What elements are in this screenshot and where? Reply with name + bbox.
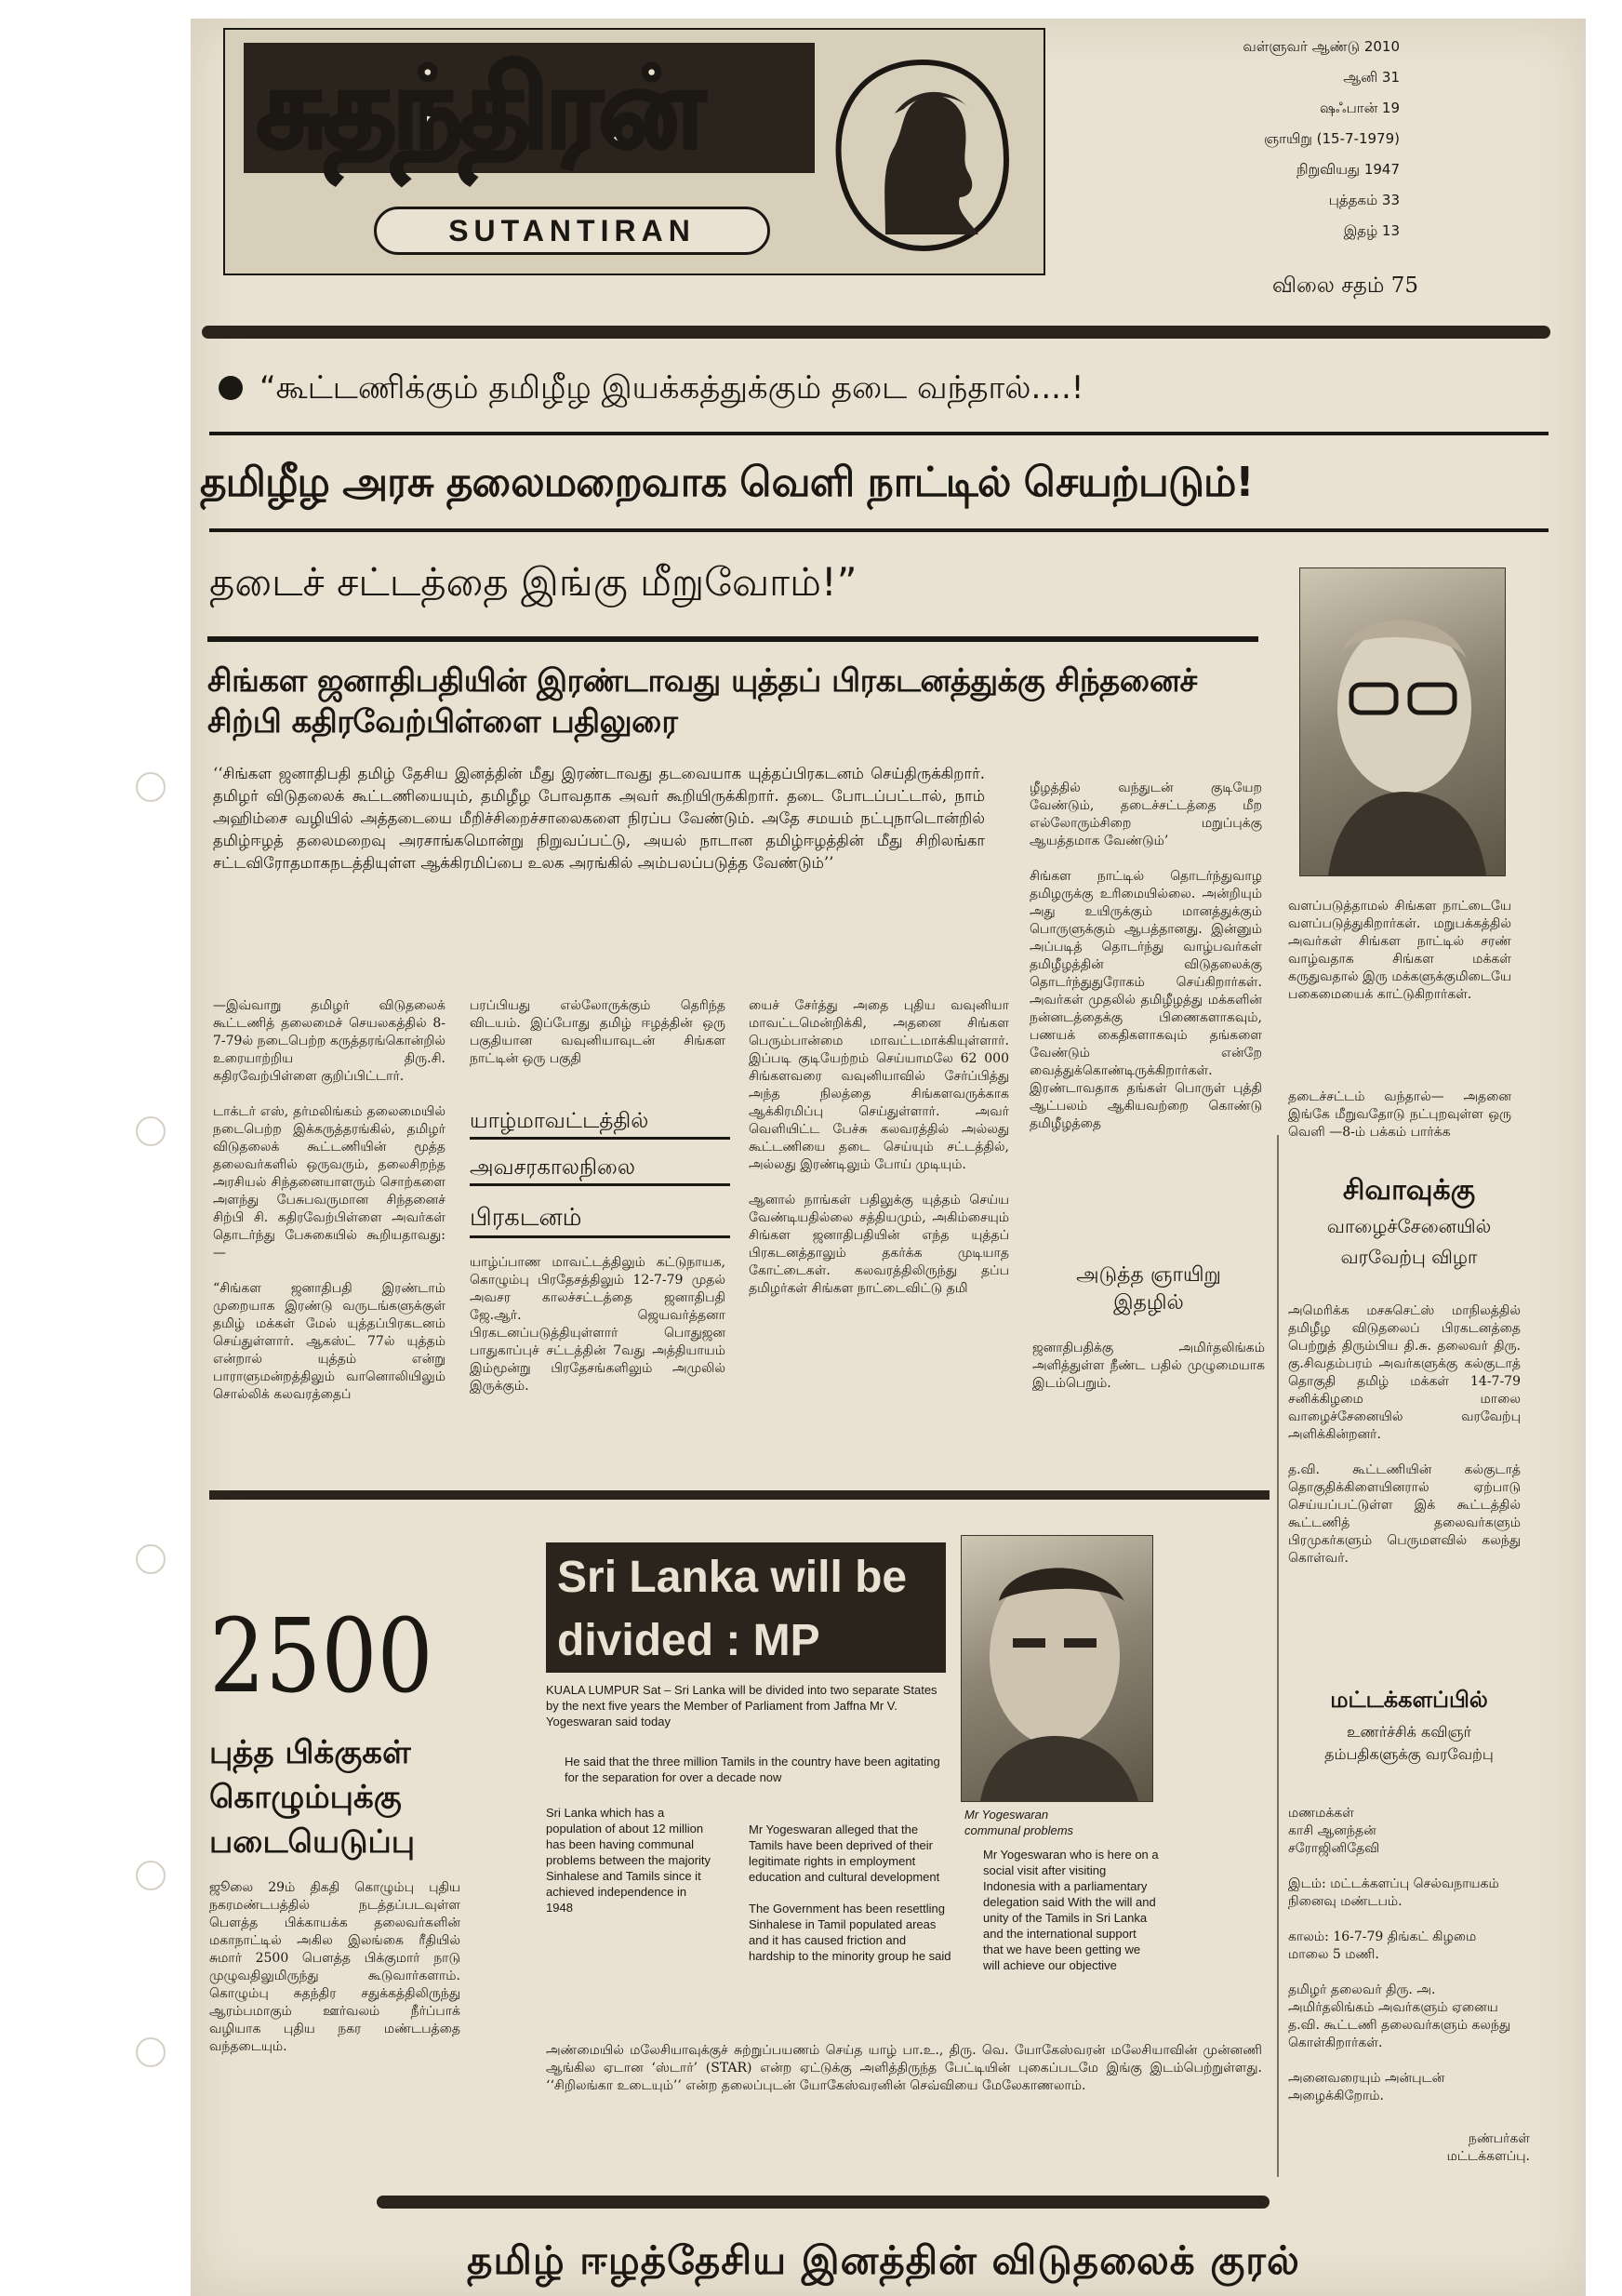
right-head-2: வாழைச்சேனையில்: [1326, 1215, 1492, 1237]
lead-col-2b: யாழ்ப்பாண மாவட்டத்திலும் கட்டுநாயக, கொழும்பு பிரதேசத்திலும் 12-7-79 முதல் அவசர காலச்சட்டத்தை ஜனாதிபதி ஜே.ஆர். ஜெயவர்த்தனா பிரகடனப்படுத்தியுள்ளார் பொதுஜன பாதுகாப்புச் சட்டத்தின் 7வது அத்தியாயம் இம்மூன்று பிரதேசங்களிலும் அமுலில் இருக்கும்.: [470, 1255, 725, 1394]
bhikku-body: ஜூலை 29ம் திகதி கொழும்பு புதிய நகரமண்டபத்தில் நடத்தப்படவுள்ள பௌத்த பிக்காயக்க தலைவர்களின் மகாநாட்டில் அகில இலங்கை ரீதியில் சுமார் 2500 பௌத்த பிக்குமார் நாடு முழுவதிலுமிருந்து கூடுவார்களாம். கொழும்பு சுதந்திர சதுக்கத்திலிருந்து ஆரம்பமாகும் ஊர்வலம் நீர்ப்பாக் வழியாக புதிய நகர மண்டபத்தை வந்தடையும்.: [209, 1880, 460, 2054]
masthead: [223, 28, 1045, 275]
lead-col-4: ழீழத்தில் வந்துடன் குடியேற வேண்டும், தடைச்சட்டத்தை மீற எல்லோரும்சிறை மறுப்புக்கு ஆயத்தமாக வேண்டும்’ சிங்கள நாட்டில் தொடர்ந்துவாழ தமிழருக்கு உரிமையில்லை. அன்றியும் அது உயிருக்கும் மானத்துக்கும் பொருளுக்கும் ஆபத்தானது. இன்னும் அப்படித் தொடர்ந்து வாழ்பவர்கள் தமிழீழத்தின் விடுதலைக்கு தொடர்ந்துதுரோகம் செய்கிறார்கள். அவர்கள் முதலில் தமிழீழத்து மக்களின் நன்னடத்தைக்கு பிணைகளாகவும், பணயக் கைதிகளாகவும் தங்களை வேண்டும் என்றே வைத்துக்கொண்டிருக்கிறார்கள். இரண்டாவதாக தங்கள் பொருள் புத்தி ஆட்பலம் ஆகியவற்றை கொண்டு தமிழீழத்தை: [1030, 781, 1262, 1131]
info-month: ஆனி 31: [1343, 69, 1400, 86]
lead-bottom-rule: [209, 1490, 1270, 1500]
masthead-title-tamil: சுதந்திரன்: [244, 43, 815, 173]
headline-main: தமிழீழ அரசு தலைமறைவாக வெளி நாட்டில் செயற்படும்!: [200, 459, 1254, 506]
bhikku-heading: புத்த பிக்குகள் கொழும்புக்கு படையெடுப்பு: [209, 1734, 416, 1861]
english-clipping: [546, 1526, 1271, 2140]
masthead-title-english: SUTANTIRAN: [374, 207, 770, 255]
english-headline: Sri Lanka will be divided : MP: [546, 1542, 946, 1673]
binder-hole: [136, 1861, 166, 1890]
lead-col-5: வளப்படுத்தாமல் சிங்கள நாட்டையே வளப்படுத்துகிறார்கள். மறுபக்கத்தில் அவர்கள் சிங்கள நாட்டில் சரண் வாழ்வதாக சிங்கள மக்கள் கருதுவதால் இரு மக்களுக்குமிடையே பகைமையைக் காட்டுகிறார்கள்.: [1288, 899, 1511, 1002]
info-issue: இதழ் 13: [1343, 222, 1400, 239]
profile-emblem-icon: [830, 58, 1016, 253]
col2-subhead-1: யாழ்மாவட்டத்தில்: [470, 1105, 730, 1140]
right-head-5: உணர்ச்சிக் கவிஞர் தம்பதிகளுக்கு வரவேற்பு: [1324, 1723, 1494, 1763]
kicker-rule: [209, 432, 1549, 435]
masthead-rule: [202, 326, 1550, 339]
next-issue-heading: அடுத்த ஞாயிறு இதழில்: [1076, 1263, 1221, 1315]
headline-kicker: “கூட்டணிக்கும் தமிழீழ இயக்கத்துக்கும் தடை வந்தால்....!: [259, 369, 1084, 407]
english-col-3: Mr Yogeswaran who is here on a social visit after visiting Indonesia with a parliamentary delegation said With the will and unity of the Tamils in Sri Lanka and the international support that we have been getting we will achieve our objective: [983, 1848, 1159, 1972]
info-date: ஞாயிறு (15-7-1979): [1264, 130, 1400, 147]
lead-col-2a: பரப்பியது எல்லோருக்கும் தெரிந்த விடயம். இப்போது தமிழ் ஈழத்தின் ஒரு பகுதியான வவுனியாவுடன் சிங்கள நாட்டின் ஒரு பகுதி: [470, 998, 725, 1066]
right-body-2: மணமக்கள் காசி ஆனந்தன் சரோஜினிதேவி இடம்: மட்டக்களப்பு செல்வநாயகம் நினைவு மண்டபம். காலம்: 16-7-79 திங்கட் கிழமை மாலை 5 மணி. தமிழர் தலைவர் திரு. அ. அமிர்தலிங்கம் அவர்களும் ஏனைய த.வி. கூட்டணி தலைவர்களும் கலந்து கொள்கிறார்கள். அனைவரையும் அன்புடன் அழைக்கிறோம்.: [1288, 1806, 1511, 2103]
col2-subhead-2: அவசரகாலநிலை: [470, 1152, 730, 1186]
english-p2: He said that the three million Tamils in the country have been agitating for the separation for over a decade now: [565, 1755, 940, 1784]
col2-subhead-3: பிரகடனம்: [470, 1200, 730, 1238]
portrait-photo-yogeswaran: [961, 1535, 1153, 1802]
info-volume: புத்தகம் 33: [1328, 192, 1400, 208]
binder-hole: [136, 772, 166, 802]
bhikku-number: 2500: [209, 1596, 433, 1715]
lead-heading: சிங்கள ஜனாதிபதியின் இரண்டாவது யுத்தப் பிரகடனத்துக்கு சிந்தனைச் சிற்பி கதிரவேற்பிள்ளை பதிலுரை: [207, 662, 1197, 741]
info-founded: நிறுவியது 1947: [1296, 161, 1400, 178]
newspaper-page: [191, 19, 1586, 2296]
portrait-photo-kathiravelpillai: [1299, 567, 1506, 876]
next-issue-body: ஜனாதிபதிக்கு அமிர்தலிங்கம் அளித்துள்ள நீண்ட பதில் முழுமையாக இடம்பெறும்.: [1032, 1341, 1265, 1391]
english-col-1: Sri Lanka which has a population of about 12 million has been having communal problems between the majority Sinhalese and Tamils since it achieved independence in 1948: [546, 1806, 711, 1915]
english-tamil-note: அண்மையில் மலேசியாவுக்குச் சுற்றுப்பயணம் செய்த யாழ் பா.உ., திரு. வெ. யோகேஸ்வரன் மலேசியாவின் முன்னணி ஆங்கில ஏடான ‘ஸ்டார்’ (STAR) என்ற ஏட்டுக்கு அளித்திருந்த பேட்டியின் புகைப்படமே இங்கு இடம்பெற்றுள்ளது. ‘‘சிறிலங்கா உடையும்’’ என்ற தலைப்புடன் யோகேஸ்வரனின் செவ்வியை மேலேகாணலாம்.: [546, 2043, 1262, 2093]
headline-rule: [209, 528, 1549, 532]
english-col-2: Mr Yogeswaran alleged that the Tamils have been deprived of their legitimate rights in employment education and cultural development The Government has been resettling Sinhalese in Tamil populated areas and it has caused friction and hardship to the minority group he said: [749, 1822, 951, 1963]
lead-intro: ‘‘சிங்கள ஜனாதிபதி தமிழ் தேசிய இனத்தின் மீது இரண்டாவது தடவையாக யுத்தப்பிரகடனம் செய்திருக்கிறார். தமிழர் விடுதலைக் கூட்டணியையும், தமிழீழ போவதாக அவர் கூறியிருக்கிறார். தடை போடப்பட்டால், நாம் அஹிம்சை வழியில் அத்தடையை மீறிச்சிறைச்சாலைகளை நிரப்ப வேண்டும். அதே சமயம் நட்புநாடொன்றில் தமிழ்ஈழத் தலைமறைவு அரசாங்கமொன்று நிறுவப்பட்டு, அயல் நாடான தமிழ்ஈழத்தின் மீது சிறிலங்கா சட்டவிரோதமாகநடத்தியுள்ள ஆக்கிரமிப்பை உலக அரங்கில் அம்பலப்படுத்த வேண்டும்’’: [213, 765, 985, 872]
lead-col-1: —இவ்வாறு தமிழர் விடுதலைக் கூட்டணித் தலைமைச் செயலகத்தில் 8-7-79ல் நடைபெற்ற கருத்தரங்கொன்றில் உரையாற்றிய திரு.சி. கதிரவேற்பிள்ளை குறிப்பிட்டார். டாக்டர் எஸ், தர்மலிங்கம் தலைமையில் நடைபெற்ற இக்கருத்தரங்கில், தமிழர் விடுதலைக் கூட்டணியின் மூத்த தலைவர்களில் ஒருவரும், தலைசிறந்த அரசியல் சிந்தனையாளரும் சொற்களை அளந்து பேசுபவருமான சிந்தனைச் சிற்பி சி. கதிரவேற்பிள்ளை அவர்கள் தொடர்ந்து பேசுகையில் கூறியதாவது:— “சிங்கள ஜனாதிபதி இரண்டாம் முறையாக இரண்டு வருடங்களுக்குள் தமிழ் மக்கள் மேல் யுத்தப்பிரகடனம் செய்துள்ளார். ஆகஸ்ட் 77ல் யுத்தம் என்றால் யுத்தம் என்று பாராளுமன்றத்திலும் வானொலியிலும் சொல்லிக் கலவரத்தைப்: [213, 998, 445, 1402]
info-year: வள்ளுவர் ஆண்டு 2010: [1243, 38, 1400, 55]
binder-hole: [136, 1116, 166, 1146]
right-sign: நண்பர்கள் மட்டக்களப்பு.: [1446, 2131, 1530, 2164]
price: விலை சதம் 75: [1271, 274, 1418, 298]
right-body-1: அமெரிக்க மசசுசெட்ஸ் மாநிலத்தில் தமிழீழ விடுதலைப் பிரகடனத்தை பெற்றுத் திரும்பிய தி.சு. தலைவர் திரு. கு.சிவதம்பரம் அவர்களுக்கு கல்குடாத் தொகுதி தமிழ் மக்கள் 14-7-79 சனிக்கிழமை மாலை வாழைச்சேனையில் வரவேற்பு அளிக்கின்றனர். த.வி. கூட்டணியின் கல்குடாத் தொகுதிக்கிளையினரால் ஏற்பாடு செய்யப்பட்டுள்ள இக் கூட்டத்தில் கூட்டணித் தலைவர்களும் பிரமுகர்களும் பெருமளவில் கலந்து கொள்வர்.: [1288, 1303, 1521, 1566]
binder-hole: [136, 1544, 166, 1574]
english-dateline: KUALA LUMPUR Sat – Sri Lanka will be divided into two separate States by the next five years the Member of Parliament from Jaffna Mr V. Yogeswaran said today: [546, 1683, 937, 1729]
info-hijri: ஷஃபான் 19: [1320, 100, 1400, 116]
binder-hole: [136, 2037, 166, 2067]
footer-rule: [377, 2196, 1270, 2209]
continued-note: தடைச்சட்டம் வந்தால்— அதனை இங்கே மீறுவதோடு நட்புறவுள்ள ஒரு வெளி —8-ம் பக்கம் பார்க்க: [1288, 1089, 1511, 1140]
english-caption: Mr Yogeswaran communal problems: [964, 1808, 1074, 1837]
right-head-1: சிவாவுக்கு: [1342, 1174, 1476, 1207]
right-head-3: வரவேற்பு விழா: [1340, 1246, 1478, 1268]
bullet-circle-icon: [219, 376, 243, 400]
sub-rule: [207, 636, 1258, 642]
right-head-4: மட்டக்களப்பில்: [1330, 1687, 1488, 1713]
masthead-info: [1158, 32, 1400, 247]
col-divider: [1277, 1135, 1279, 2177]
headline-sub: தடைச் சட்டத்தை இங்கு மீறுவோம்!”: [209, 559, 858, 605]
lead-col-3: யைச் சேர்த்து அதை புதிய வவுனியா மாவட்டமென்றிக்கி, அதனை சிங்கள பெரும்பான்மை மாவட்டமாக்கியுள்ளார். இப்படி குடியேற்றம் செய்யாமலே 62 000 சிங்களவரை வவுனியாவில் சேர்ப்பித்து அந்த நிலத்தை சிங்களவருக்காக ஆக்கிரமிப்பு செய்துள்ளார். அவர் வெளியிட்ட பேச்சு கலவரத்தில் அல்லது கூட்டணியை தடை செய்யும் சட்டத்தில், அல்லது இரண்டிலும் போய் முடியும். ஆனால் நாங்கள் பதிலுக்கு யுத்தம் செய்ய வேண்டியதில்லை சத்தியமும், அகிம்சையும் சிங்கள ஜனாதிபதியின் எந்த யுத்தப் பிரகடனத்தாலும் தகர்க்க முடியாத கோட்டைகள். கலவரத்திலிருந்து தப்ப தமிழர்கள் சிங்கள நாட்டைவிட்டு தமி: [749, 998, 1009, 1296]
footer-slogan: தமிழ் ஈழத்தேசிய இனத்தின் விடுதலைக் குரல்: [467, 2237, 1300, 2283]
